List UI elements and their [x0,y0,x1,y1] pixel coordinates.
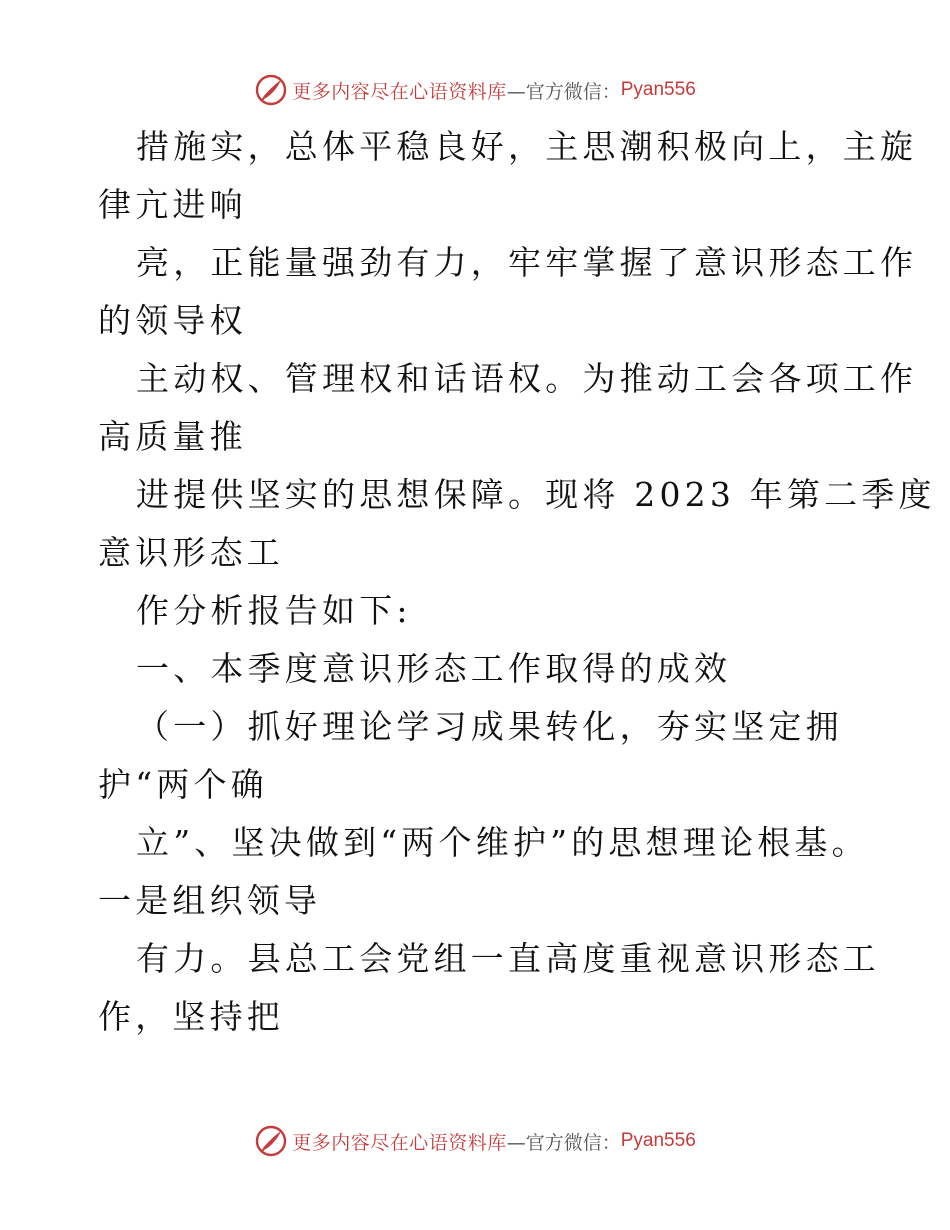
text-line: 立”、坚决做到“两个维护”的思想理论根基。 [136,823,869,862]
text-line: 的领导权 [98,301,247,340]
text-line: 亮，正能量强劲有力，牢牢掌握了意识形态工作 [136,243,918,282]
text-line: 措施实，总体平稳良好，主思潮积极向上，主旋 [136,127,918,166]
watermark-text: 更多内容尽在心语资料库 [292,80,507,103]
watermark-id: Pyan556 [620,79,696,100]
watermark-separator: —官方微信： [506,1131,621,1154]
text-line: 有力。县总工会党组一直高度重视意识形态工 [136,939,880,978]
subsection-heading: （一）抓好理论学习成果转化，夯实坚定拥 [136,707,843,746]
text-line: 作，坚持把 [98,997,284,1036]
text-line: 主动权、管理权和话语权。为推动工会各项工作 [136,359,918,398]
quill-logo-icon [254,73,288,107]
text-line: 意识形态工 [98,533,284,572]
text-line: 一是组织领导 [98,881,322,920]
text-line: 进提供坚实的思想保障。现将 2023 年第二季度 [136,475,936,514]
footer-watermark [0,1121,950,1161]
text-line: 作分析报告如下: [136,591,412,630]
watermark-text: 更多内容尽在心语资料库 [292,1131,507,1154]
header-watermark [0,70,950,110]
watermark-separator: —官方微信： [506,80,621,103]
text-line: 律亢进响 [98,185,247,224]
text-line: 高质量推 [98,417,247,456]
quill-logo-icon [254,1124,288,1158]
text-line: 护“两个确 [98,765,268,804]
watermark-id: Pyan556 [620,1130,696,1151]
document-body [98,118,936,1046]
section-heading: 一、本季度意识形态工作取得的成效 [136,649,732,688]
